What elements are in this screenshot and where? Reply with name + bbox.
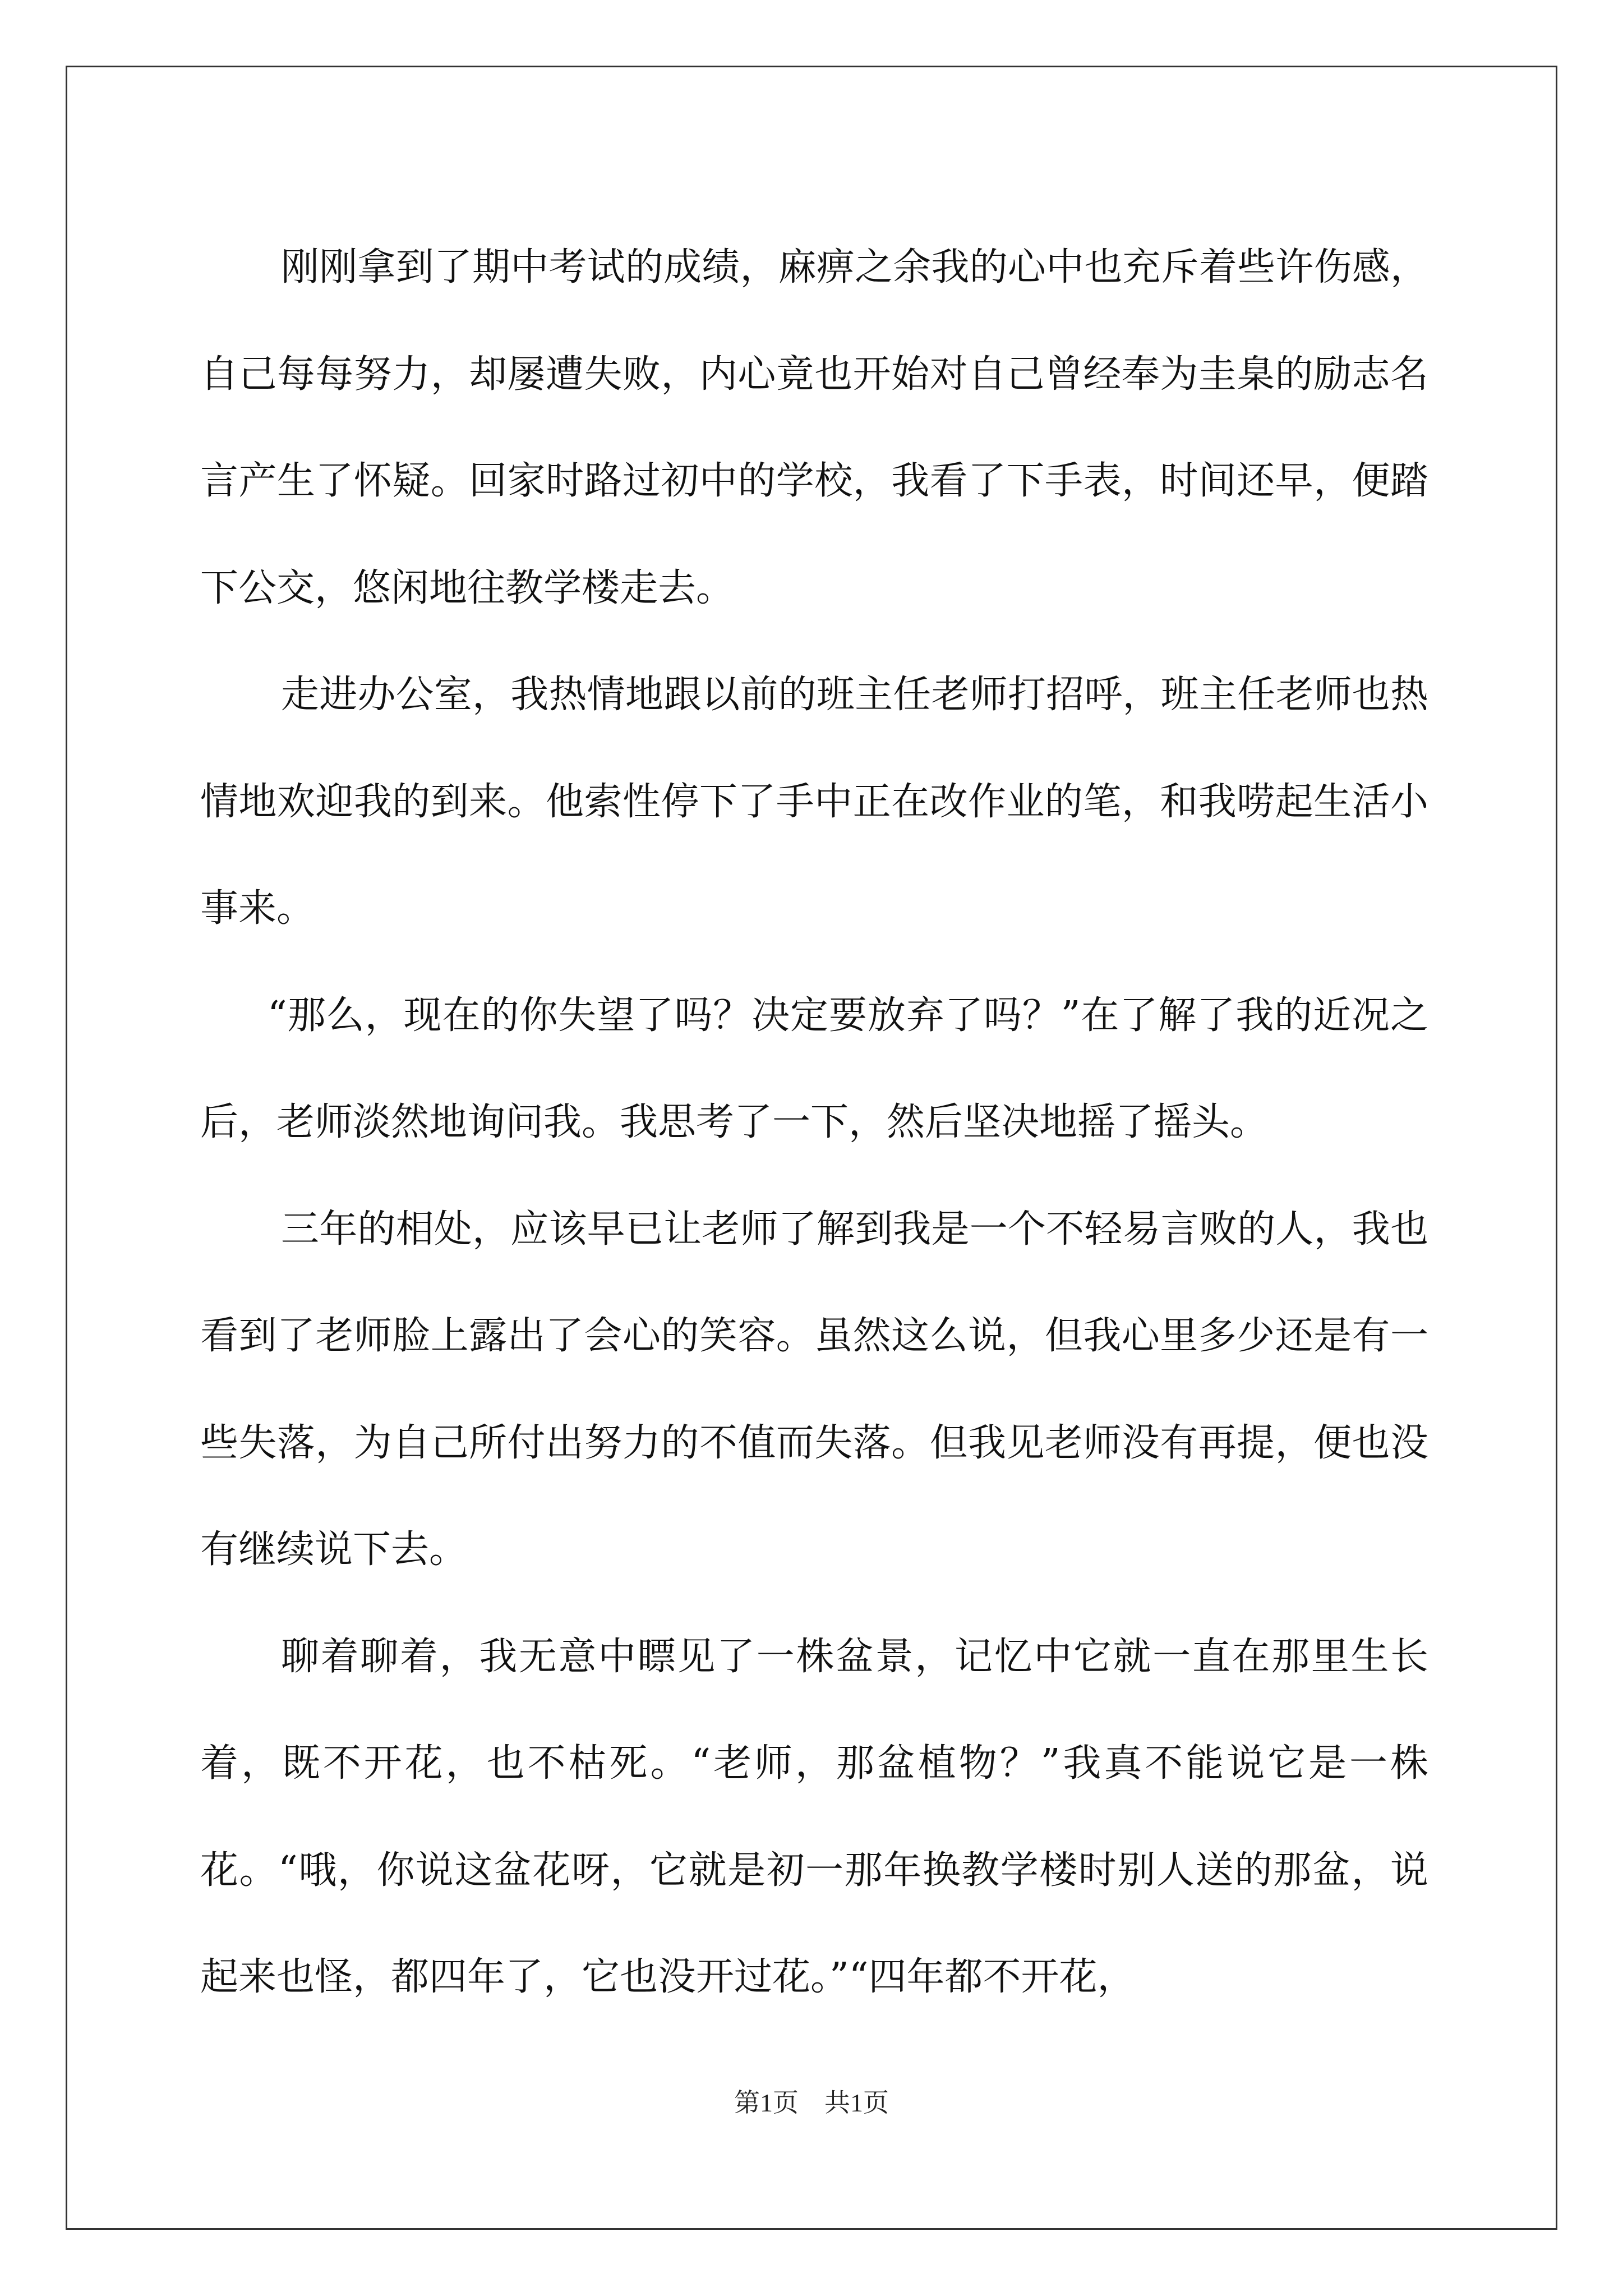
paragraph-2: 走进办公室，我热情地跟以前的班主任老师打招呼，班主任老师也热情地欢迎我的到来。他索性停下了手中正在改作业的笔，和我唠起生活小事来。 <box>200 673 1428 931</box>
document-body <box>200 214 1428 2031</box>
paragraph-3: “那么，现在的你失望了吗？决定要放弃了吗？”在了解了我的近况之后，老师淡然地询问我。我思考了一下，然后坚决地摇了摇头。 <box>200 993 1428 1144</box>
page-number-footer: 第1页 共1页 <box>734 2088 889 2117</box>
paragraph-4: 三年的相处，应该早已让老师了解到我是一个不轻易言败的人，我也看到了老师脸上露出了会心的笑容。虽然这么说，但我心里多少还是有一些失落，为自己所付出努力的不值而失落。但我见老师没有再提，便也没有继续说下去。 <box>200 1207 1428 1572</box>
paragraph-1: 刚刚拿到了期中考试的成绩，麻痹之余我的心中也充斥着些许伤感，自己每每努力，却屡遭失败，内心竟也开始对自己曾经奉为圭臬的励志名言产生了怀疑。回家时路过初中的学校，我看了下手表，时间还早，便踏下公交，悠闲地往教学楼走去。 <box>200 245 1428 610</box>
paragraph-5: 聊着聊着，我无意中瞟见了一株盆景，记忆中它就一直在那里生长着，既不开花，也不枯死。“老师，那盆植物？”我真不能说它是一株花。“哦，你说这盆花呀，它就是初一那年换教学楼时别人送的那盆，说起来也怪，都四年了，它也没开过花。”“四年都不开花， <box>200 1634 1428 1999</box>
